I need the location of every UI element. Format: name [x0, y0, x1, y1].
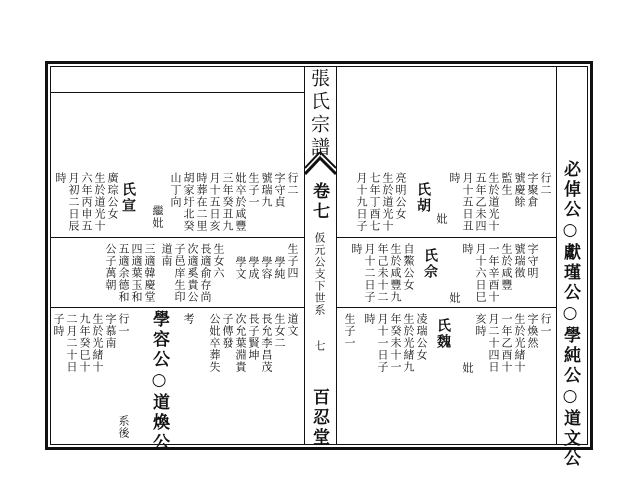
r1-text: 五年乙未四: [474, 172, 487, 232]
r3-text: 時: [363, 313, 376, 325]
l3-footnote: 系後: [117, 415, 130, 439]
l3-text: 子傳發: [221, 313, 234, 349]
l1-wife-surname: 氏宣: [120, 182, 136, 214]
right-mid-rule-2: [336, 307, 556, 308]
r3-text: 月二十四日: [487, 313, 500, 373]
r2-text: 字守明: [526, 243, 539, 279]
l2-text: 學純: [273, 256, 286, 280]
l1-text: 時葬在二里: [195, 172, 208, 232]
r2-text: 妣: [448, 292, 461, 304]
l1-text: 時: [54, 172, 67, 184]
r2-wife-surname: 氏佘: [422, 248, 438, 280]
volume-label: 卷七: [309, 182, 329, 222]
l1-text: 月初二日辰: [67, 172, 80, 232]
right-mid-rule-1: [336, 237, 556, 238]
left-mid-rule-1: [51, 237, 304, 238]
l3-text: 道文: [286, 313, 299, 337]
r2-text: 生於咸豐九: [389, 243, 402, 303]
l3-text: 長允李昌茂: [260, 313, 273, 373]
l2-text: 三適韓慶堂: [143, 243, 156, 303]
l2-text: 四適葉玉和: [130, 243, 143, 303]
r3-text: 年癸未十一: [389, 313, 402, 373]
l1-text: 六年丙申五: [80, 172, 93, 232]
section-label: 仮元公支下世系: [313, 232, 326, 316]
r3-text: 妣: [461, 362, 474, 374]
l1-text: 妣卒於咸豐: [234, 172, 247, 232]
l2-text: 公子萬朝: [104, 243, 117, 291]
l3-text: 行一: [117, 313, 130, 337]
r2-text: 生於咸豐: [500, 243, 513, 291]
l1-text: 繼妣: [151, 205, 164, 229]
l3-text: 公妣卒葬失: [208, 313, 221, 373]
left-top-rule: [51, 92, 304, 93]
l3-text: 生女二: [273, 313, 286, 349]
l3-text: 生於光緒十: [91, 313, 104, 373]
l1-text: 行二: [286, 172, 299, 196]
r3-text: 生於光緒九: [402, 313, 415, 373]
r1-text: 監生: [500, 172, 513, 196]
spine-right-rule: [336, 66, 337, 445]
left-mid-rule-2: [51, 307, 304, 308]
r3-text: 月十一日子: [376, 313, 389, 373]
sub-lineage-header: 學容公○道煥公: [149, 310, 169, 453]
l2-text: 道南: [160, 243, 173, 267]
r1-text: 字聚倉: [526, 172, 539, 208]
r2-text: 年己未十二: [376, 243, 389, 303]
l1-text: 字守貞: [273, 172, 286, 208]
l1-text: 號瑞九: [260, 172, 273, 208]
l1-text: 山丁向: [169, 172, 182, 208]
r1-text: 月十五日丑: [461, 172, 474, 232]
l2-text: 次適奚貴公: [186, 243, 199, 303]
r1-text: 生於道光十: [381, 172, 394, 232]
l3-text: 子時: [52, 313, 65, 337]
l2-text: 學容: [260, 256, 273, 280]
r2-text: 自鰲公女: [402, 243, 415, 291]
l2-text: 五適余德和: [117, 243, 130, 303]
l2-text: 長適俞存尚: [199, 243, 212, 303]
r3-text: 一年乙酉十: [500, 313, 513, 373]
l1-text: 三年癸丑九: [221, 172, 234, 232]
spine-left-rule: [304, 66, 305, 445]
r1-text: 七年丁酉七: [368, 172, 381, 232]
r3-text: 生子一: [343, 313, 356, 349]
r3-text: 凌瑞公女: [415, 313, 428, 361]
r1-text: 月十九日子: [355, 172, 368, 232]
l1-text: 胡家圩北癸: [182, 172, 195, 232]
r1-text: 號慶餘: [513, 172, 526, 208]
r3-text: 字煥然: [526, 313, 539, 349]
l2-text: 子邑庠生印: [173, 243, 186, 303]
r3-text: 亥時: [474, 313, 487, 337]
l1-text: 生於道光十: [93, 172, 106, 232]
l3-text: 九年癸巳十: [78, 313, 91, 373]
lineage-header: 必倬公○獻瑾公○學純公○道文公: [560, 160, 580, 469]
l2-text: 學文: [234, 256, 247, 280]
r2-text: 時: [461, 243, 474, 255]
l2-text: 學成: [247, 256, 260, 280]
l3-text: 次允葉淵貴: [234, 313, 247, 373]
l1-text: 生子一: [247, 172, 260, 208]
r2-text: 一年辛酉十: [487, 243, 500, 303]
l1-text: 月十五日亥: [208, 172, 221, 232]
l3-text: 考: [182, 313, 195, 325]
l3-text: 字慕南: [104, 313, 117, 349]
l3-text: 二月二十日: [65, 313, 78, 373]
r1-text: 時: [448, 172, 461, 184]
l2-text: 生女六: [212, 243, 225, 279]
hall-name: 百忍堂: [309, 388, 329, 448]
page-number: 七: [313, 340, 326, 352]
r1-wife-surname: 氏胡: [415, 182, 431, 214]
r2-text: 時: [350, 243, 363, 255]
r2-text: 月十二日子: [363, 243, 376, 303]
r1-text: 生於道光十: [487, 172, 500, 232]
l2-text: 生子四: [286, 243, 299, 279]
r1-text: 亮明公女: [394, 172, 407, 220]
header-column-rule: [556, 66, 557, 445]
r3-text: 生於光緒十: [513, 313, 526, 373]
r1-text: 妣: [435, 213, 448, 225]
r3-text: 行一: [539, 313, 552, 337]
l3-text: 長子賢坤: [247, 313, 260, 361]
book-title: 張氏宗譜: [308, 68, 330, 160]
r3-wife-surname: 氏魏: [435, 318, 451, 350]
l1-text: 廣琮公女: [106, 172, 119, 220]
r1-text: 行二: [539, 172, 552, 196]
fishtail-mark: [305, 152, 336, 176]
r2-text: 月十六日巳: [474, 243, 487, 303]
r2-text: 號瑞徵: [513, 243, 526, 279]
